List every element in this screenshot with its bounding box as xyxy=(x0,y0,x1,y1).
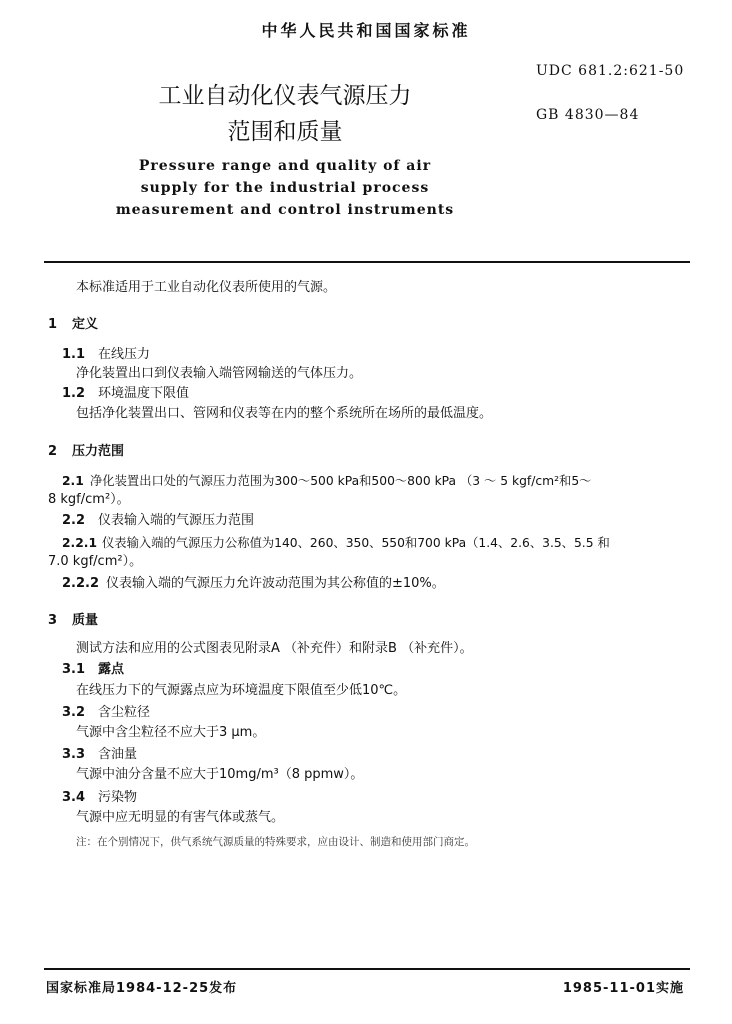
section-3-2-text: 气源中含尘粒径不应大于3 μm。 xyxy=(76,725,266,740)
section-number: 2.2.2 xyxy=(62,576,100,591)
section-3-3-text: 气源中油分含量不应大于10mg/m³（8 ppmw）。 xyxy=(76,767,364,782)
section-3-intro: 测试方法和应用的公式图表见附录A （补充件）和附录B （补充件）。 xyxy=(76,641,473,656)
title-cn-line2: 范围和质量 xyxy=(227,119,343,145)
section-title: 环境温度下限值 xyxy=(98,386,190,401)
section-text: 仪表输入端的气源压力公称值为140、260、350、550和700 kPa（1.4、2.6、3.5、5.5 和 xyxy=(102,536,610,550)
section-1-2-heading xyxy=(62,385,189,403)
section-2-2-heading xyxy=(62,512,254,530)
section-title: 定义 xyxy=(72,317,99,332)
section-number: 1 xyxy=(48,317,58,332)
section-1-2-text: 包括净化装置出口、管网和仪表等在内的整个系统所在场所的最低温度。 xyxy=(76,406,493,421)
section-title: 污染物 xyxy=(98,790,138,805)
section-1-heading xyxy=(48,313,98,332)
note-text: 注：在个别情况下，供气系统气源质量的特殊要求，应由设计、制造和使用部门商定。 xyxy=(76,836,475,848)
section-title: 压力范围 xyxy=(72,444,125,459)
section-3-4-text: 气源中应无明显的有害气体或蒸气。 xyxy=(76,810,285,825)
section-title: 在线压力 xyxy=(98,347,151,362)
section-2-2-1-line1 xyxy=(62,534,610,552)
gb-code: GB 4830—84 xyxy=(536,107,640,123)
section-3-4-heading xyxy=(62,789,137,807)
section-3-1-heading xyxy=(62,661,124,679)
section-number: 2.1 xyxy=(62,474,84,488)
udc-code: UDC 681.2:621-50 xyxy=(536,63,685,79)
section-number: 3.3 xyxy=(62,747,86,762)
effective-date: 1985-11-01实施 xyxy=(562,981,684,996)
header-rule xyxy=(44,261,690,263)
section-title: 质量 xyxy=(72,613,99,628)
title-en-line2: supply for the industrial process xyxy=(140,180,430,196)
section-title: 露点 xyxy=(98,662,125,677)
footer-rule xyxy=(44,968,690,970)
section-title: 含尘粒径 xyxy=(98,705,151,720)
section-title: 含油量 xyxy=(98,747,138,762)
section-title: 仪表输入端的气源压力范围 xyxy=(98,513,255,528)
section-number: 3 xyxy=(48,613,58,628)
section-number: 1.2 xyxy=(62,386,86,401)
section-number: 2 xyxy=(48,444,58,459)
section-3-heading xyxy=(48,609,98,628)
section-number: 2.2.1 xyxy=(62,536,98,550)
issue-date: 国家标准局1984-12-25发布 xyxy=(46,981,238,996)
section-number: 3.4 xyxy=(62,790,86,805)
section-2-2-2 xyxy=(62,575,445,593)
section-number: 2.2 xyxy=(62,513,86,528)
section-text: 净化装置出口处的气源压力范围为300～500 kPa和500～800 kPa （3 ～ 5 kgf/cm²和5～ xyxy=(90,474,592,488)
title-cn-line1: 工业自动化仪表气源压力 xyxy=(158,83,412,109)
section-3-3-heading xyxy=(62,746,137,764)
section-2-1-line1 xyxy=(62,472,591,490)
title-en-line3: measurement and control instruments xyxy=(115,202,455,218)
section-number: 3.2 xyxy=(62,705,86,720)
section-2-1-line2: 8 kgf/cm²）。 xyxy=(48,492,130,507)
intro-text: 本标准适用于工业自动化仪表所使用的气源。 xyxy=(76,280,337,295)
section-text: 仪表输入端的气源压力允许波动范围为其公称值的±10%。 xyxy=(106,576,445,591)
section-1-1-text: 净化装置出口到仪表输入端管网输送的气体压力。 xyxy=(76,366,363,381)
title-en-line1: Pressure range and quality of air xyxy=(138,158,432,174)
standard-header: 中华人民共和国国家标准 xyxy=(261,21,471,40)
section-number: 1.1 xyxy=(62,347,86,362)
section-1-1-heading xyxy=(62,346,150,364)
section-3-2-heading xyxy=(62,704,150,722)
section-2-2-1-line2: 7.0 kgf/cm²）。 xyxy=(48,554,143,569)
section-2-heading xyxy=(48,440,124,459)
section-3-1-text: 在线压力下的气源露点应为环境温度下限值至少低10℃。 xyxy=(76,683,407,698)
section-number: 3.1 xyxy=(62,662,86,677)
